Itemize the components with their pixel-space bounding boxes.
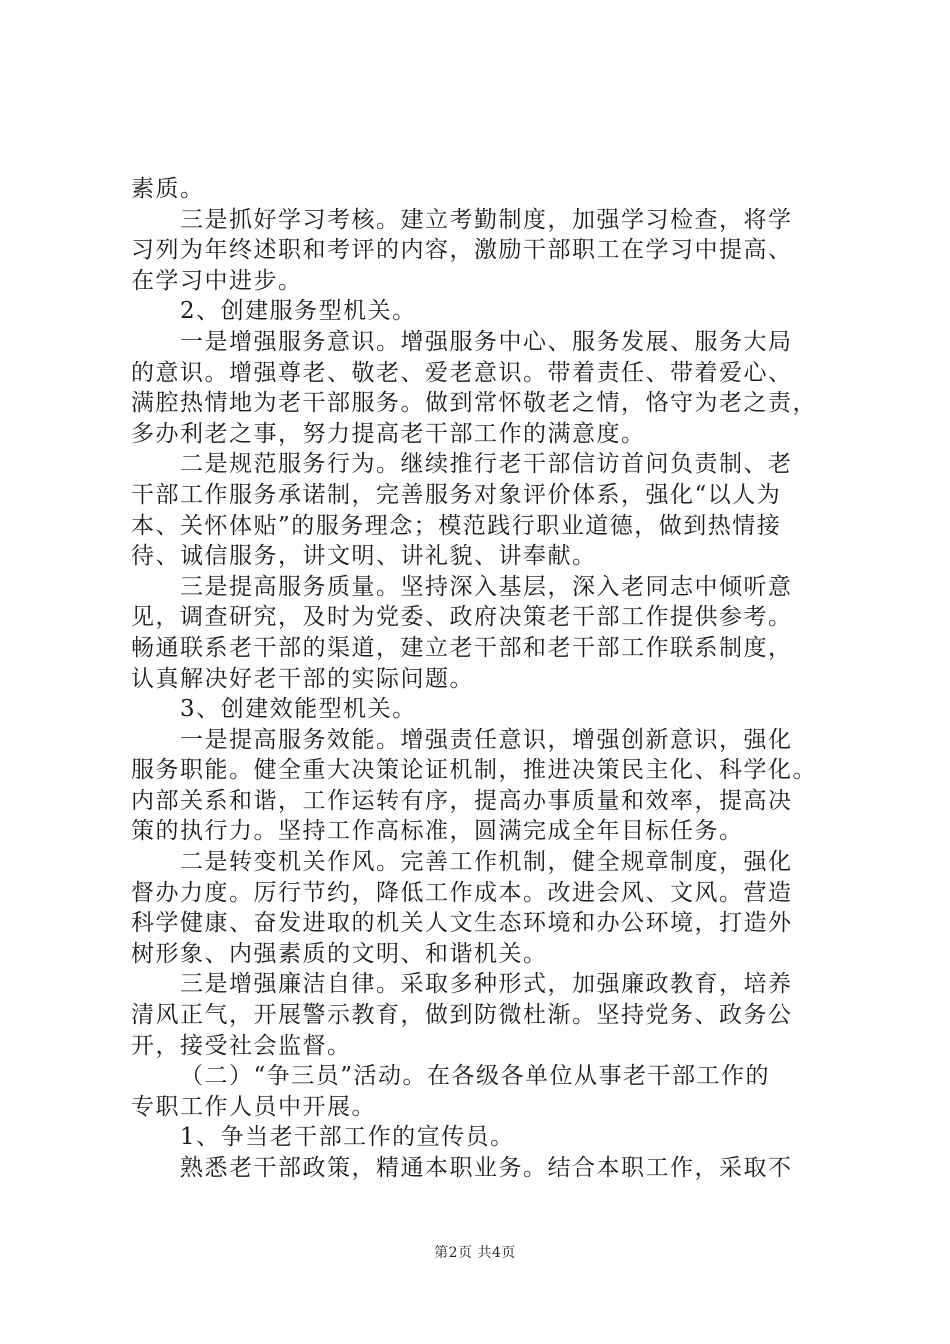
text-line: 一是增强服务意识。增强服务中心、服务发展、服务大局 xyxy=(180,328,793,355)
text-line: 干部工作服务承诺制，完善服务对象评价体系，强化“以人为 xyxy=(131,481,782,508)
text-line: （二）“争三员”活动。在各级各单位从事老干部工作的 xyxy=(180,1063,771,1090)
text-line: 二是转变机关作风。完善工作机制，健全规章制度，强化 xyxy=(180,849,793,876)
text-line: 1、争当老干部工作的宣传员。 xyxy=(180,1124,515,1151)
text-line: 习列为年终述职和考评的内容，激励干部职工在学习中提高、 xyxy=(131,237,793,264)
text-line: 树形象、内强素质的文明、和谐机关。 xyxy=(131,940,548,967)
text-line: 的意识。增强尊老、敬老、爱老意识。带着责任、带着爱心、 xyxy=(131,359,793,386)
text-line: 开，接受社会监督。 xyxy=(131,1032,352,1059)
text-line: 畅通联系老干部的渠道，建立老干部和老干部工作联系制度， xyxy=(131,634,793,661)
text-line: 策的执行力。坚持工作高标准，圆满完成全年目标任务。 xyxy=(131,818,744,845)
text-line: 清风正气，开展警示教育，做到防微杜渐。坚持党务、政务公 xyxy=(131,1002,793,1029)
page-footer: 第2页 共4页 xyxy=(434,1245,516,1261)
text-line: 服务职能。健全重大决策论证机制，推进决策民主化、科学化。 xyxy=(131,757,817,784)
text-line: 2、创建服务型机关。 xyxy=(180,298,417,325)
text-line: 待、诚信服务，讲文明、讲礼貌、讲奉献。 xyxy=(131,543,597,570)
text-line: 素质。 xyxy=(131,176,205,202)
text-line: 见，调查研究，及时为党委、政府决策老干部工作提供参考。 xyxy=(131,604,793,631)
text-line: 督办力度。厉行节约，降低工作成本。改进会风、文风。营造 xyxy=(131,879,793,906)
text-line: 三是提高服务质量。坚持深入基层，深入老同志中倾听意 xyxy=(180,573,793,600)
text-line: 三是增强廉洁自律。采取多种形式，加强廉政教育，培养 xyxy=(180,971,793,998)
text-line: 本、关怀体贴”的服务理念；模范践行职业道德，做到热情接 xyxy=(131,512,782,539)
text-line: 专职工作人员中开展。 xyxy=(131,1093,376,1120)
text-line: 多办利老之事，努力提高老干部工作的满意度。 xyxy=(131,420,646,447)
document-body xyxy=(131,174,831,1184)
text-line: 一是提高服务效能。增强责任意识，增强创新意识，强化 xyxy=(180,726,793,753)
text-line: 内部关系和谐，工作运转有序，提高办事质量和效率，提高决 xyxy=(131,787,793,814)
text-line: 科学健康、奋发进取的机关人文生态环境和办公环境，打造外 xyxy=(131,910,793,937)
text-line: 二是规范服务行为。继续推行老干部信访首问负责制、老 xyxy=(180,451,793,478)
text-line: 认真解决好老干部的实际问题。 xyxy=(131,665,474,692)
text-line: 在学习中进步。 xyxy=(131,267,303,294)
text-line: 满腔热情地为老干部服务。做到常怀敬老之情，恪守为老之责， xyxy=(131,390,817,417)
text-line: 三是抓好学习考核。建立考勤制度，加强学习检查，将学 xyxy=(180,206,793,233)
text-line: 熟悉老干部政策，精通本职业务。结合本职工作，采取不 xyxy=(180,1155,793,1181)
text-line: 3、创建效能型机关。 xyxy=(180,696,417,723)
